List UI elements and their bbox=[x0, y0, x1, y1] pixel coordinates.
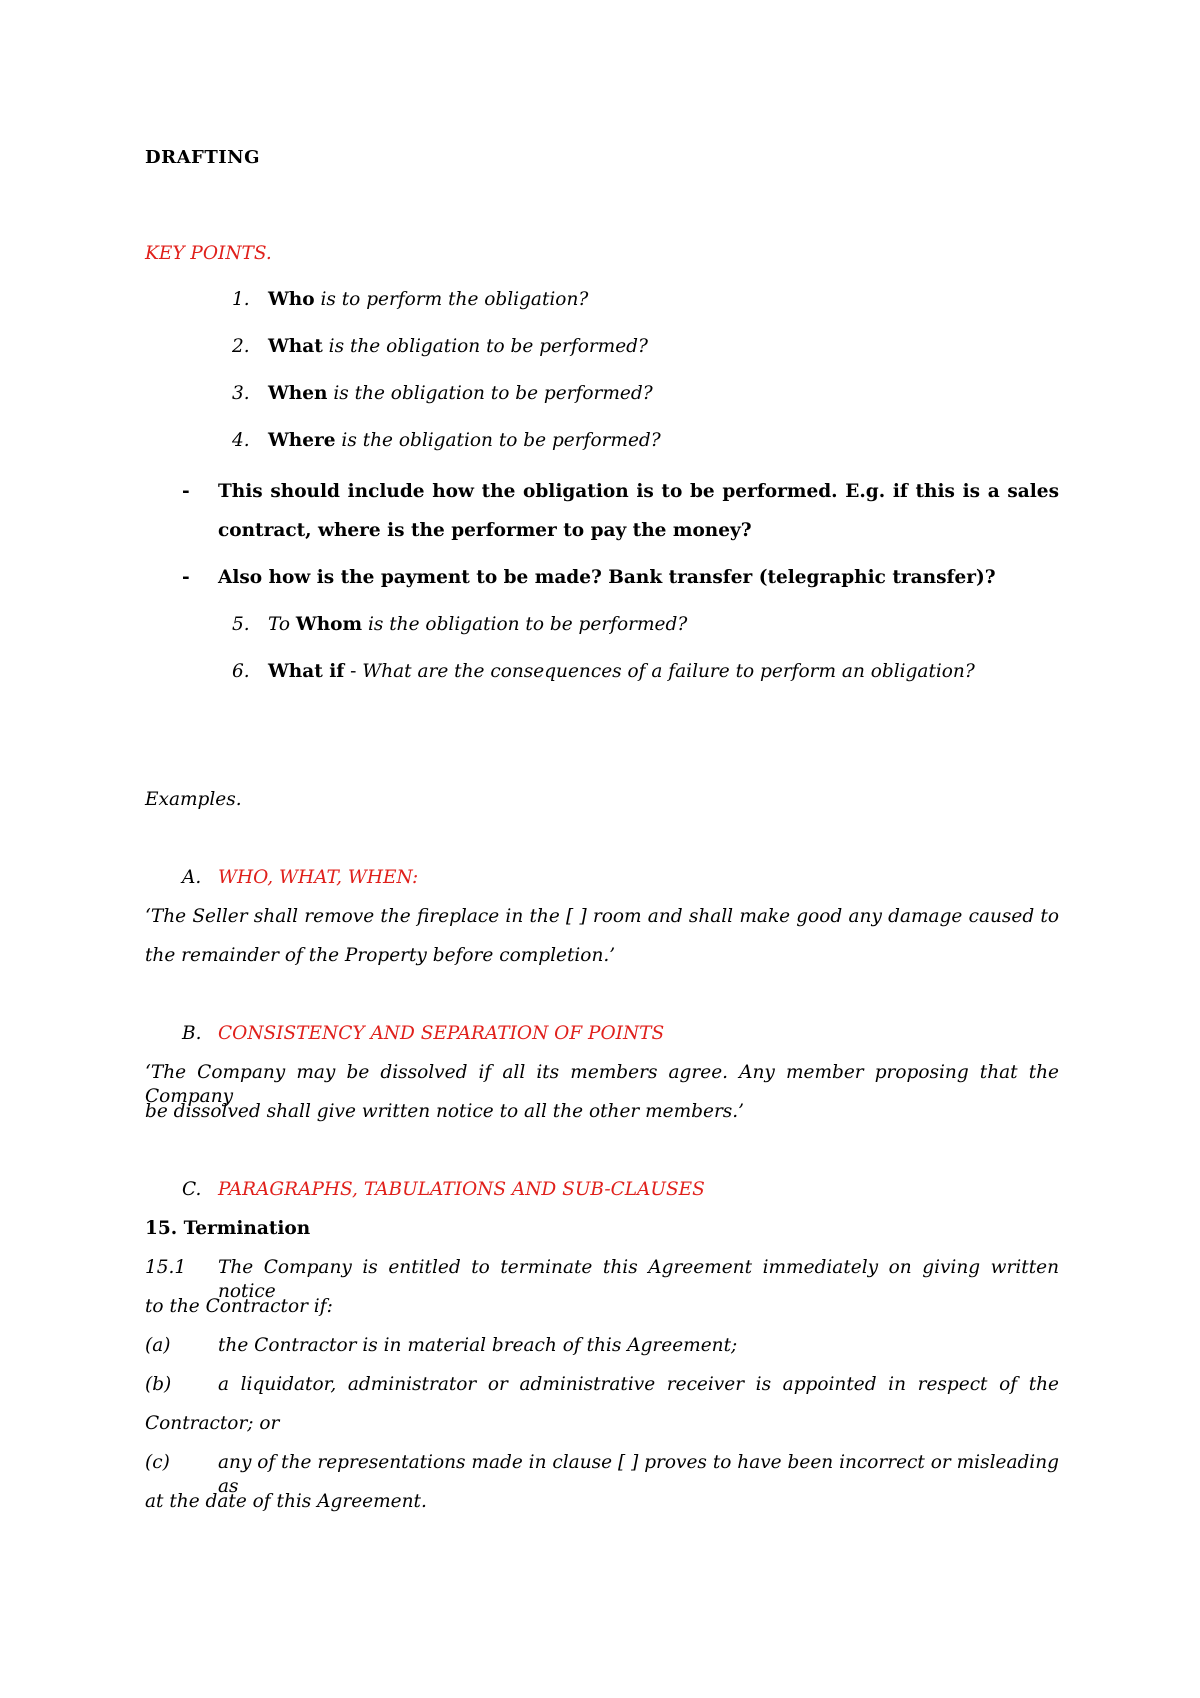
bullet-dash: - bbox=[182, 567, 190, 588]
page-title: DRAFTING bbox=[145, 147, 260, 168]
sub-clause-b-line-2: Contractor; or bbox=[145, 1413, 280, 1434]
clause-number: 15.1 bbox=[145, 1257, 187, 1278]
clause-line-1: The Company is entitled to terminate this Agreement immediately on giving written notice bbox=[218, 1257, 1059, 1302]
key-point-keyword: What if bbox=[268, 661, 345, 682]
key-point-number: 4. bbox=[232, 430, 250, 451]
key-point-number: 1. bbox=[232, 289, 250, 310]
example-a-letter: A. bbox=[182, 867, 202, 888]
example-b-line-2: be dissolved shall give written notice to all the other members.’ bbox=[145, 1101, 745, 1122]
sub-clause-c-label: (c) bbox=[145, 1452, 170, 1473]
bullet-1-line-1: This should include how the obligation is to be performed. E.g. if this is a sales bbox=[218, 481, 1059, 502]
key-point-keyword: When bbox=[268, 383, 328, 404]
sub-clause-c-line-1: any of the representations made in clause [ ] proves to have been incorrect or misleading as bbox=[218, 1452, 1059, 1497]
key-point-text: What are the consequences of a failure to perform an obligation? bbox=[362, 661, 975, 682]
key-point-2 bbox=[232, 335, 648, 359]
bullet-2-line-1: Also how is the payment to be made? Bank transfer (telegraphic transfer)? bbox=[218, 567, 996, 588]
example-c-letter: C. bbox=[182, 1179, 202, 1200]
key-point-5 bbox=[232, 613, 687, 637]
key-point-number: 3. bbox=[232, 383, 250, 404]
clause-line-2: to the Contractor if: bbox=[145, 1296, 333, 1317]
key-point-6 bbox=[232, 660, 975, 684]
sub-clause-c-line-2: at the date of this Agreement. bbox=[145, 1491, 427, 1512]
key-point-text: is the obligation to be performed? bbox=[327, 383, 653, 404]
bullet-dash: - bbox=[182, 481, 190, 502]
sub-clause-a-text: the Contractor is in material breach of this Agreement; bbox=[218, 1335, 738, 1356]
example-b-line-1: ‘The Company may be dissolved if all its members agree. Any member proposing that the Company bbox=[145, 1062, 1059, 1107]
clause-title: 15. Termination bbox=[145, 1218, 311, 1239]
example-a-line-1: ‘The Seller shall remove the fireplace in the [ ] room and shall make good any damage caused to bbox=[145, 906, 1059, 927]
key-point-text: is the obligation to be performed? bbox=[322, 336, 648, 357]
key-point-3 bbox=[232, 382, 653, 406]
key-point-keyword: Who bbox=[268, 289, 315, 310]
key-points-heading: KEY POINTS. bbox=[145, 243, 272, 264]
sub-clause-a-label: (a) bbox=[145, 1335, 171, 1356]
key-point-keyword: Where bbox=[268, 430, 336, 451]
sub-clause-b-label: (b) bbox=[145, 1374, 172, 1395]
key-point-number: 2. bbox=[232, 336, 250, 357]
example-b-heading: CONSISTENCY AND SEPARATION OF POINTS bbox=[218, 1023, 665, 1044]
key-point-keyword: What bbox=[268, 336, 323, 357]
example-c-heading: PARAGRAPHS, TABULATIONS AND SUB-CLAUSES bbox=[218, 1179, 705, 1200]
key-point-prefix: To bbox=[268, 614, 296, 635]
example-b-letter: B. bbox=[182, 1023, 202, 1044]
examples-label: Examples. bbox=[145, 789, 242, 810]
key-point-keyword: Whom bbox=[295, 614, 363, 635]
key-point-4 bbox=[232, 429, 661, 453]
bullet-1-line-2: contract, where is the performer to pay the money? bbox=[218, 520, 752, 541]
example-a-line-2: the remainder of the Property before completion.’ bbox=[145, 945, 616, 966]
key-point-number: 5. bbox=[232, 614, 250, 635]
key-point-number: 6. bbox=[232, 661, 250, 682]
example-a-heading: WHO, WHAT, WHEN: bbox=[218, 867, 419, 888]
key-point-dash: - bbox=[344, 661, 363, 682]
sub-clause-b-line-1: a liquidator, administrator or administrative receiver is appointed in respect of the bbox=[218, 1374, 1059, 1395]
key-point-text: is the obligation to be performed? bbox=[335, 430, 661, 451]
key-point-1 bbox=[232, 288, 588, 312]
key-point-text: is to perform the obligation? bbox=[314, 289, 589, 310]
key-point-text: is the obligation to be performed? bbox=[362, 614, 688, 635]
